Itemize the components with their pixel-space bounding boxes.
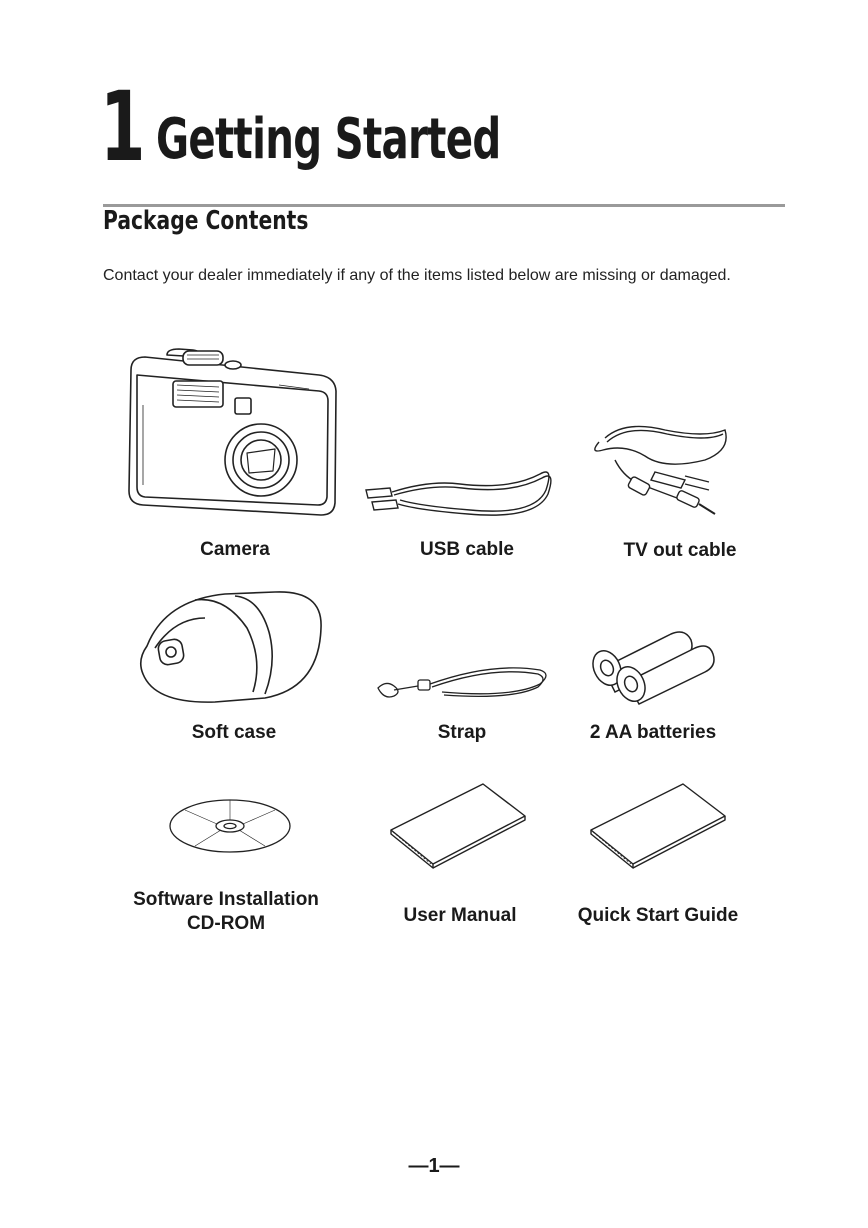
chapter-title: Getting Started xyxy=(156,107,501,172)
section-title: Package Contents xyxy=(103,206,309,236)
item-label-strap: Strap xyxy=(437,722,487,743)
cd-rom-illustration xyxy=(165,798,295,858)
tv-cable-illustration xyxy=(585,420,735,520)
usb-cable-illustration xyxy=(360,460,555,522)
soft-case-illustration xyxy=(135,588,330,708)
item-label-cd-rom xyxy=(96,888,356,936)
item-label-cd-rom-line2: CD-ROM xyxy=(186,913,266,934)
camera-illustration xyxy=(123,345,343,520)
manual-illustration xyxy=(385,780,530,870)
item-label-soft-case: Soft case xyxy=(191,722,277,743)
page-number: —1— xyxy=(408,1155,460,1177)
item-label-batteries: 2 AA batteries xyxy=(589,722,717,743)
guide-illustration xyxy=(585,780,730,870)
batteries-illustration xyxy=(585,622,720,702)
item-label-usb-cable: USB cable xyxy=(420,539,514,560)
chapter-number: 1 xyxy=(100,71,143,183)
item-label-quick-start-guide: Quick Start Guide xyxy=(577,905,739,926)
strap-illustration xyxy=(372,660,552,706)
item-label-user-manual: User Manual xyxy=(403,905,517,926)
intro-paragraph: Contact your dealer immediately if any of the items listed below are missing or damaged. xyxy=(103,267,731,284)
item-label-cd-rom-line1: Software Installation xyxy=(133,889,319,910)
item-label-tv-out-cable: TV out cable xyxy=(623,540,737,561)
item-label-camera: Camera xyxy=(200,539,270,560)
